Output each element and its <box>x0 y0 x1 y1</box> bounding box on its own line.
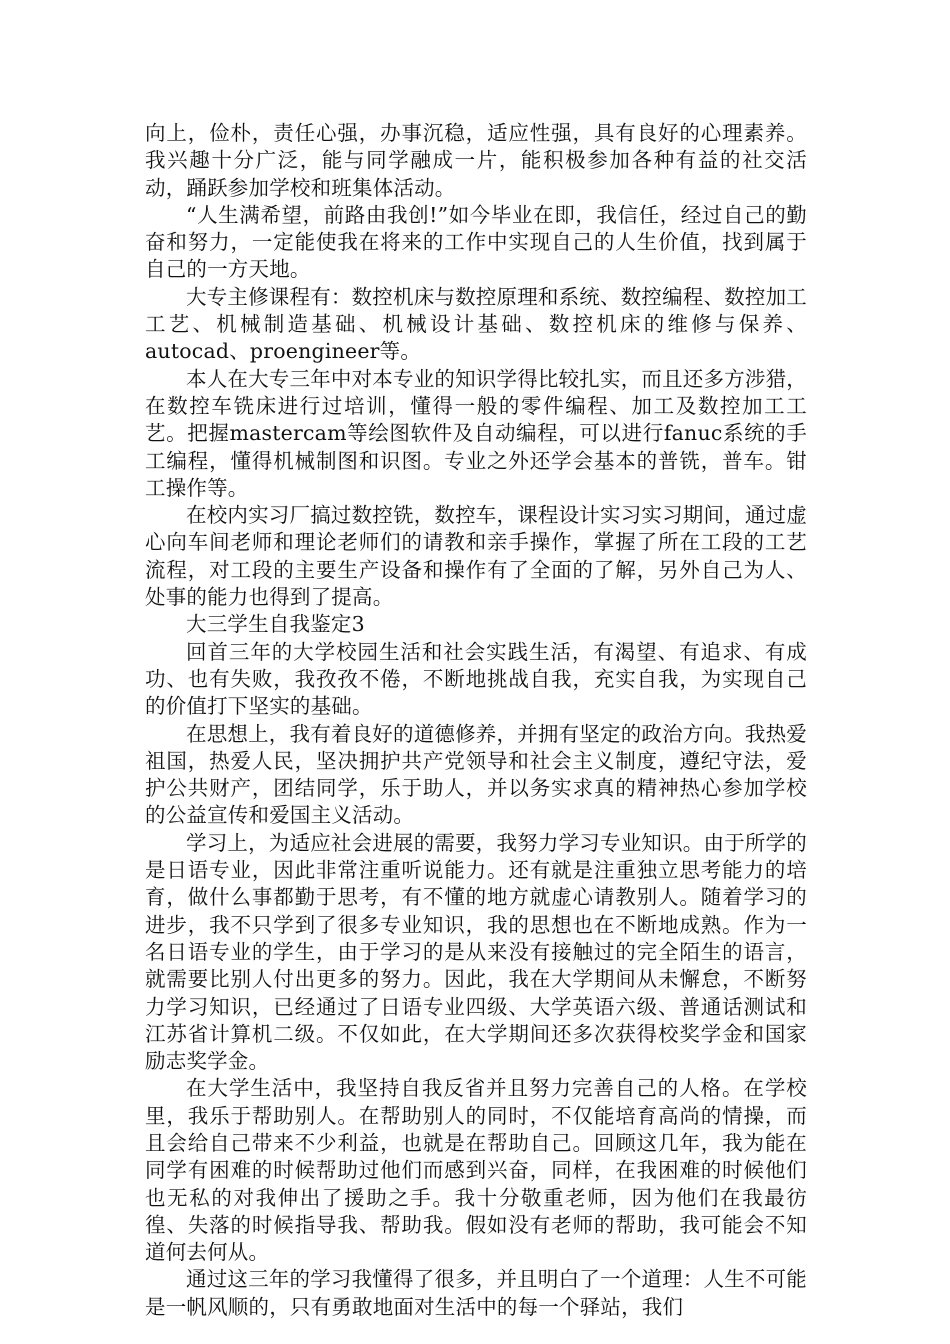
paragraph: 在大学生活中，我坚持自我反省并且努力完善自己的人格。在学校里，我乐于帮助别人。在帮助别人的同时，不仅能培育高尚的情操，而且会给自己带来不少利益，也就是在帮助自己。回顾这几年，我为能在同学有困难的时候帮助过他们而感到兴奋，同样，在我困难的时候他们也无私的对我伸出了援助之手。我十分敬重老师，因为他们在我最彷徨、失落的时候指导我、帮助我。假如没有老师的帮助，我可能会不知道何去何从。 <box>145 1076 807 1265</box>
paragraph: 本人在大专三年中对本专业的知识学得比较扎实，而且还多方涉猎，在数控车铣床进行过培训，懂得一般的零件编程、加工及数控加工工艺。把握mastercam等绘图软件及自动编程，可以进行fanuc系统的手工编程，懂得机械制图和识图。专业之外还学会基本的普铣，普车。钳工操作等。 <box>145 366 807 500</box>
document-body <box>145 120 807 1321</box>
paragraph: “人生满希望，前路由我创!”如今毕业在即，我信任，经过自己的勤奋和努力，一定能使我在将来的工作中实现自己的人生价值，找到属于自己的一方天地。 <box>145 202 807 282</box>
paragraph: 向上，俭朴，责任心强，办事沉稳，适应性强，具有良好的心理素养。我兴趣十分广泛，能与同学融成一片，能积极参加各种有益的社交活动，踊跃参加学校和班集体活动。 <box>145 121 807 200</box>
paragraph: 回首三年的大学校园生活和社会实践生活，有渴望、有追求、有成功、也有失败，我孜孜不倦，不断地挑战自我，充实自我，为实现自己的价值打下坚实的基础。 <box>145 639 807 719</box>
paragraph: 在思想上，我有着良好的道德修养，并拥有坚定的政治方向。我热爱祖国，热爱人民，坚决拥护共产党领导和社会主义制度，遵纪守法，爱护公共财产，团结同学，乐于助人，并以务实求真的精神热心参加学校的公益宣传和爱国主义活动。 <box>145 721 807 828</box>
paragraph: 在校内实习厂搞过数控铣，数控车，课程设计实习实习期间，通过虚心向车间老师和理论老师们的请教和亲手操作，掌握了所在工段的工艺流程，对工段的主要生产设备和操作有了全面的了解，另外自己为人、处事的能力也得到了提高。 <box>145 503 807 610</box>
paragraph: 大专主修课程有：数控机床与数控原理和系统、数控编程、数控加工工艺、机械制造基础、机械设计基础、数控机床的维修与保养、autocad、proengineer等。 <box>145 284 807 364</box>
paragraph: 通过这三年的学习我懂得了很多，并且明白了一个道理：人生不可能是一帆风顺的，只有勇敢地面对生活中的每一个驿站，我们 <box>145 1267 807 1319</box>
paragraph: 学习上，为适应社会进展的需要，我努力学习专业知识。由于所学的是日语专业，因此非常注重听说能力。还有就是注重独立思考能力的培育，做什么事都勤于思考，有不懂的地方就虚心请教别人。随着学习的进步，我不只学到了很多专业知识，我的思想也在不断地成熟。作为一名日语专业的学生，由于学习的是从来没有接触过的完全陌生的语言，就需要比别人付出更多的努力。因此，我在大学期间从未懈怠，不断努力学习知识，已经通过了日语专业四级、大学英语六级、普通话测试和江苏省计算机二级。不仅如此，在大学期间还多次获得校奖学金和国家励志奖学金。 <box>145 830 807 1074</box>
section-heading: 大三学生自我鉴定3 <box>186 612 365 637</box>
